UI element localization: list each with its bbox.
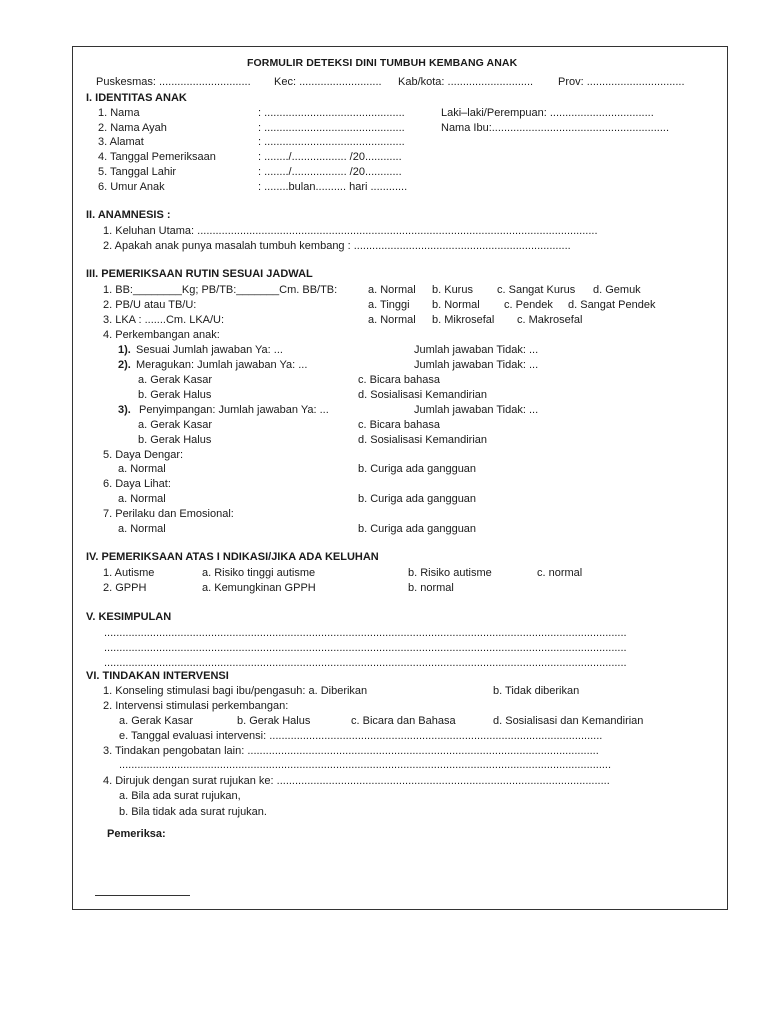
gender-field[interactable]: Laki–laki/Perempuan: .................................. xyxy=(441,107,654,119)
daya-lihat-label: 6. Daya Lihat: xyxy=(103,478,171,490)
alamat-field[interactable]: : .............................................. xyxy=(258,136,405,148)
bbtb-option-kurus[interactable]: b. Kurus xyxy=(432,284,473,296)
meragukan-tidak-count[interactable]: Jumlah jawaban Tidak: ... xyxy=(414,359,539,371)
tanggal-lahir-label: 5. Tanggal Lahir xyxy=(98,166,177,178)
section-pemeriksaan-rutin-title: III. PEMERIKSAAN RUTIN SESUAI JADWAL xyxy=(86,268,313,280)
pbu-option-tinggi[interactable]: a. Tinggi xyxy=(368,299,410,311)
kesimpulan-line-2[interactable]: ........................................................................................................................................................................... xyxy=(104,642,627,654)
tanggal-evaluasi-field[interactable]: e. Tanggal evaluasi intervensi: ............................................................................................................. xyxy=(119,730,603,742)
provinsi-field[interactable]: Prov: ................................ xyxy=(558,76,685,88)
penyimpangan-gerak-halus[interactable]: b. Gerak Halus xyxy=(138,434,212,446)
penyimpangan-bicara-bahasa[interactable]: c. Bicara bahasa xyxy=(358,419,440,431)
alamat-label: 3. Alamat xyxy=(98,136,144,148)
perilaku-normal[interactable]: a. Normal xyxy=(118,523,166,535)
section-tindakan-intervensi-title: VI. TINDAKAN INTERVENSI xyxy=(86,670,229,682)
penyimpangan-tidak-count[interactable]: Jumlah jawaban Tidak: ... xyxy=(414,404,539,416)
autisme-risiko-tinggi[interactable]: a. Risiko tinggi autisme xyxy=(202,567,316,579)
nama-ayah-label: 2. Nama Ayah xyxy=(98,122,167,134)
meragukan-number: 2). xyxy=(118,359,131,371)
kesimpulan-line-1[interactable]: ........................................................................................................................................................................... xyxy=(104,627,627,639)
penyimpangan-option[interactable]: Penyimpangan: Jumlah jawaban Ya: ... xyxy=(139,404,329,416)
intervensi-gerak-halus[interactable]: b. Gerak Halus xyxy=(237,715,311,727)
pengobatan-lain-continuation[interactable]: ................................................................................................................................................................. xyxy=(119,759,612,771)
pbu-option-normal[interactable]: b. Normal xyxy=(432,299,480,311)
rujukan-tidak-ada[interactable]: b. Bila tidak ada surat rujukan. xyxy=(119,806,267,818)
tanggal-pemeriksaan-field[interactable]: : ......../.................. /20............ xyxy=(258,151,402,163)
daya-lihat-normal[interactable]: a. Normal xyxy=(118,493,166,505)
perilaku-curiga[interactable]: b. Curiga ada gangguan xyxy=(358,523,477,535)
pbu-option-pendek[interactable]: c. Pendek xyxy=(504,299,553,311)
konseling-diberikan[interactable]: 1. Konseling stimulasi bagi ibu/pengasuh: a. Diberikan xyxy=(103,685,368,697)
daya-lihat-curiga[interactable]: b. Curiga ada gangguan xyxy=(358,493,477,505)
intervensi-stimulasi-label: 2. Intervensi stimulasi perkembangan: xyxy=(103,700,289,712)
lka-field[interactable]: 3. LKA : .......Cm. LKA/U: xyxy=(103,314,225,326)
daya-dengar-label: 5. Daya Dengar: xyxy=(103,449,184,461)
penyimpangan-sosialisasi[interactable]: d. Sosialisasi Kemandirian xyxy=(358,434,488,446)
sesuai-number: 1). xyxy=(118,344,131,356)
nama-ibu-field[interactable]: Nama Ibu:.......................................................... xyxy=(441,122,670,134)
bb-pb-field[interactable]: 1. BB:________Kg; PB/TB:_______Cm. BB/TB: xyxy=(103,284,338,296)
meragukan-bicara-bahasa[interactable]: c. Bicara bahasa xyxy=(358,374,440,386)
signature-line[interactable] xyxy=(95,895,190,896)
meragukan-gerak-halus[interactable]: b. Gerak Halus xyxy=(138,389,212,401)
penyimpangan-gerak-kasar[interactable]: a. Gerak Kasar xyxy=(138,419,212,431)
penyimpangan-number: 3). xyxy=(118,404,131,416)
intervensi-gerak-kasar[interactable]: a. Gerak Kasar xyxy=(119,715,193,727)
rujukan-ada[interactable]: a. Bila ada surat rujukan, xyxy=(119,790,241,802)
kecamatan-field[interactable]: Kec: ........................... xyxy=(274,76,382,88)
pengobatan-lain-field[interactable]: 3. Tindakan pengobatan lain: ................................................................................................................... xyxy=(103,745,599,757)
lka-option-makrosefal[interactable]: c. Makrosefal xyxy=(517,314,583,326)
section-kesimpulan-title: V. KESIMPULAN xyxy=(86,611,172,623)
gpph-label: 2. GPPH xyxy=(103,582,147,594)
pemeriksa-label: Pemeriksa: xyxy=(107,828,166,840)
intervensi-bicara-bahasa[interactable]: c. Bicara dan Bahasa xyxy=(351,715,456,727)
kesimpulan-line-3[interactable]: ........................................................................................................................................................................... xyxy=(104,657,627,669)
nama-label: 1. Nama xyxy=(98,107,140,119)
meragukan-gerak-kasar[interactable]: a. Gerak Kasar xyxy=(138,374,212,386)
bbtb-option-sangat-kurus[interactable]: c. Sangat Kurus xyxy=(497,284,576,296)
pbu-label: 2. PB/U atau TB/U: xyxy=(103,299,197,311)
gpph-kemungkinan[interactable]: a. Kemungkinan GPPH xyxy=(202,582,316,594)
section-anamnesis-title: II. ANAMNESIS : xyxy=(86,209,171,221)
perilaku-emosional-label: 7. Perilaku dan Emosional: xyxy=(103,508,234,520)
section-identitas-title: I. IDENTITAS ANAK xyxy=(86,92,187,104)
masalah-tumbuh-kembang-field[interactable]: 2. Apakah anak punya masalah tumbuh kembang : ....................................................................... xyxy=(103,240,571,252)
umur-anak-label: 6. Umur Anak xyxy=(98,181,165,193)
tanggal-pemeriksaan-label: 4. Tanggal Pemeriksaan xyxy=(98,151,216,163)
bbtb-option-normal[interactable]: a. Normal xyxy=(368,284,416,296)
form-title: FORMULIR DETEKSI DINI TUMBUH KEMBANG ANAK xyxy=(247,57,518,69)
keluhan-utama-field[interactable]: 1. Keluhan Utama: ................................................................................................................................... xyxy=(103,225,598,237)
intervensi-sosialisasi[interactable]: d. Sosialisasi dan Kemandirian xyxy=(493,715,644,727)
daya-dengar-normal[interactable]: a. Normal xyxy=(118,463,166,475)
pbu-option-sangat-pendek[interactable]: d. Sangat Pendek xyxy=(568,299,656,311)
nama-ayah-field[interactable]: : .............................................. xyxy=(258,122,405,134)
daya-dengar-curiga[interactable]: b. Curiga ada gangguan xyxy=(358,463,477,475)
nama-field[interactable]: : .............................................. xyxy=(258,107,405,119)
umur-anak-field[interactable]: : ........bulan.......... hari ............ xyxy=(258,181,408,193)
sesuai-tidak-count[interactable]: Jumlah jawaban Tidak: ... xyxy=(414,344,539,356)
section-pemeriksaan-indikasi-title: IV. PEMERIKSAAN ATAS I NDIKASI/JIKA ADA KELUHAN xyxy=(86,551,379,563)
lka-option-mikrosefal[interactable]: b. Mikrosefal xyxy=(432,314,495,326)
autisme-risiko[interactable]: b. Risiko autisme xyxy=(408,567,492,579)
meragukan-option[interactable]: Meragukan: Jumlah jawaban Ya: ... xyxy=(136,359,308,371)
autisme-normal[interactable]: c. normal xyxy=(537,567,583,579)
sesuai-option[interactable]: Sesuai Jumlah jawaban Ya: ... xyxy=(136,344,283,356)
meragukan-sosialisasi[interactable]: d. Sosialisasi Kemandirian xyxy=(358,389,488,401)
puskesmas-field[interactable]: Puskesmas: .............................. xyxy=(96,76,251,88)
bbtb-option-gemuk[interactable]: d. Gemuk xyxy=(593,284,641,296)
tanggal-lahir-field[interactable]: : ......../.................. /20............ xyxy=(258,166,402,178)
dirujuk-field[interactable]: 4. Dirujuk dengan surat rujukan ke: ............................................................................................................. xyxy=(103,775,610,787)
lka-option-normal[interactable]: a. Normal xyxy=(368,314,416,326)
autisme-label: 1. Autisme xyxy=(103,567,155,579)
kabupaten-field[interactable]: Kab/kota: ............................ xyxy=(398,76,534,88)
konseling-tidak-diberikan[interactable]: b. Tidak diberikan xyxy=(493,685,580,697)
gpph-normal[interactable]: b. normal xyxy=(408,582,454,594)
perkembangan-label: 4. Perkembangan anak: xyxy=(103,329,220,341)
